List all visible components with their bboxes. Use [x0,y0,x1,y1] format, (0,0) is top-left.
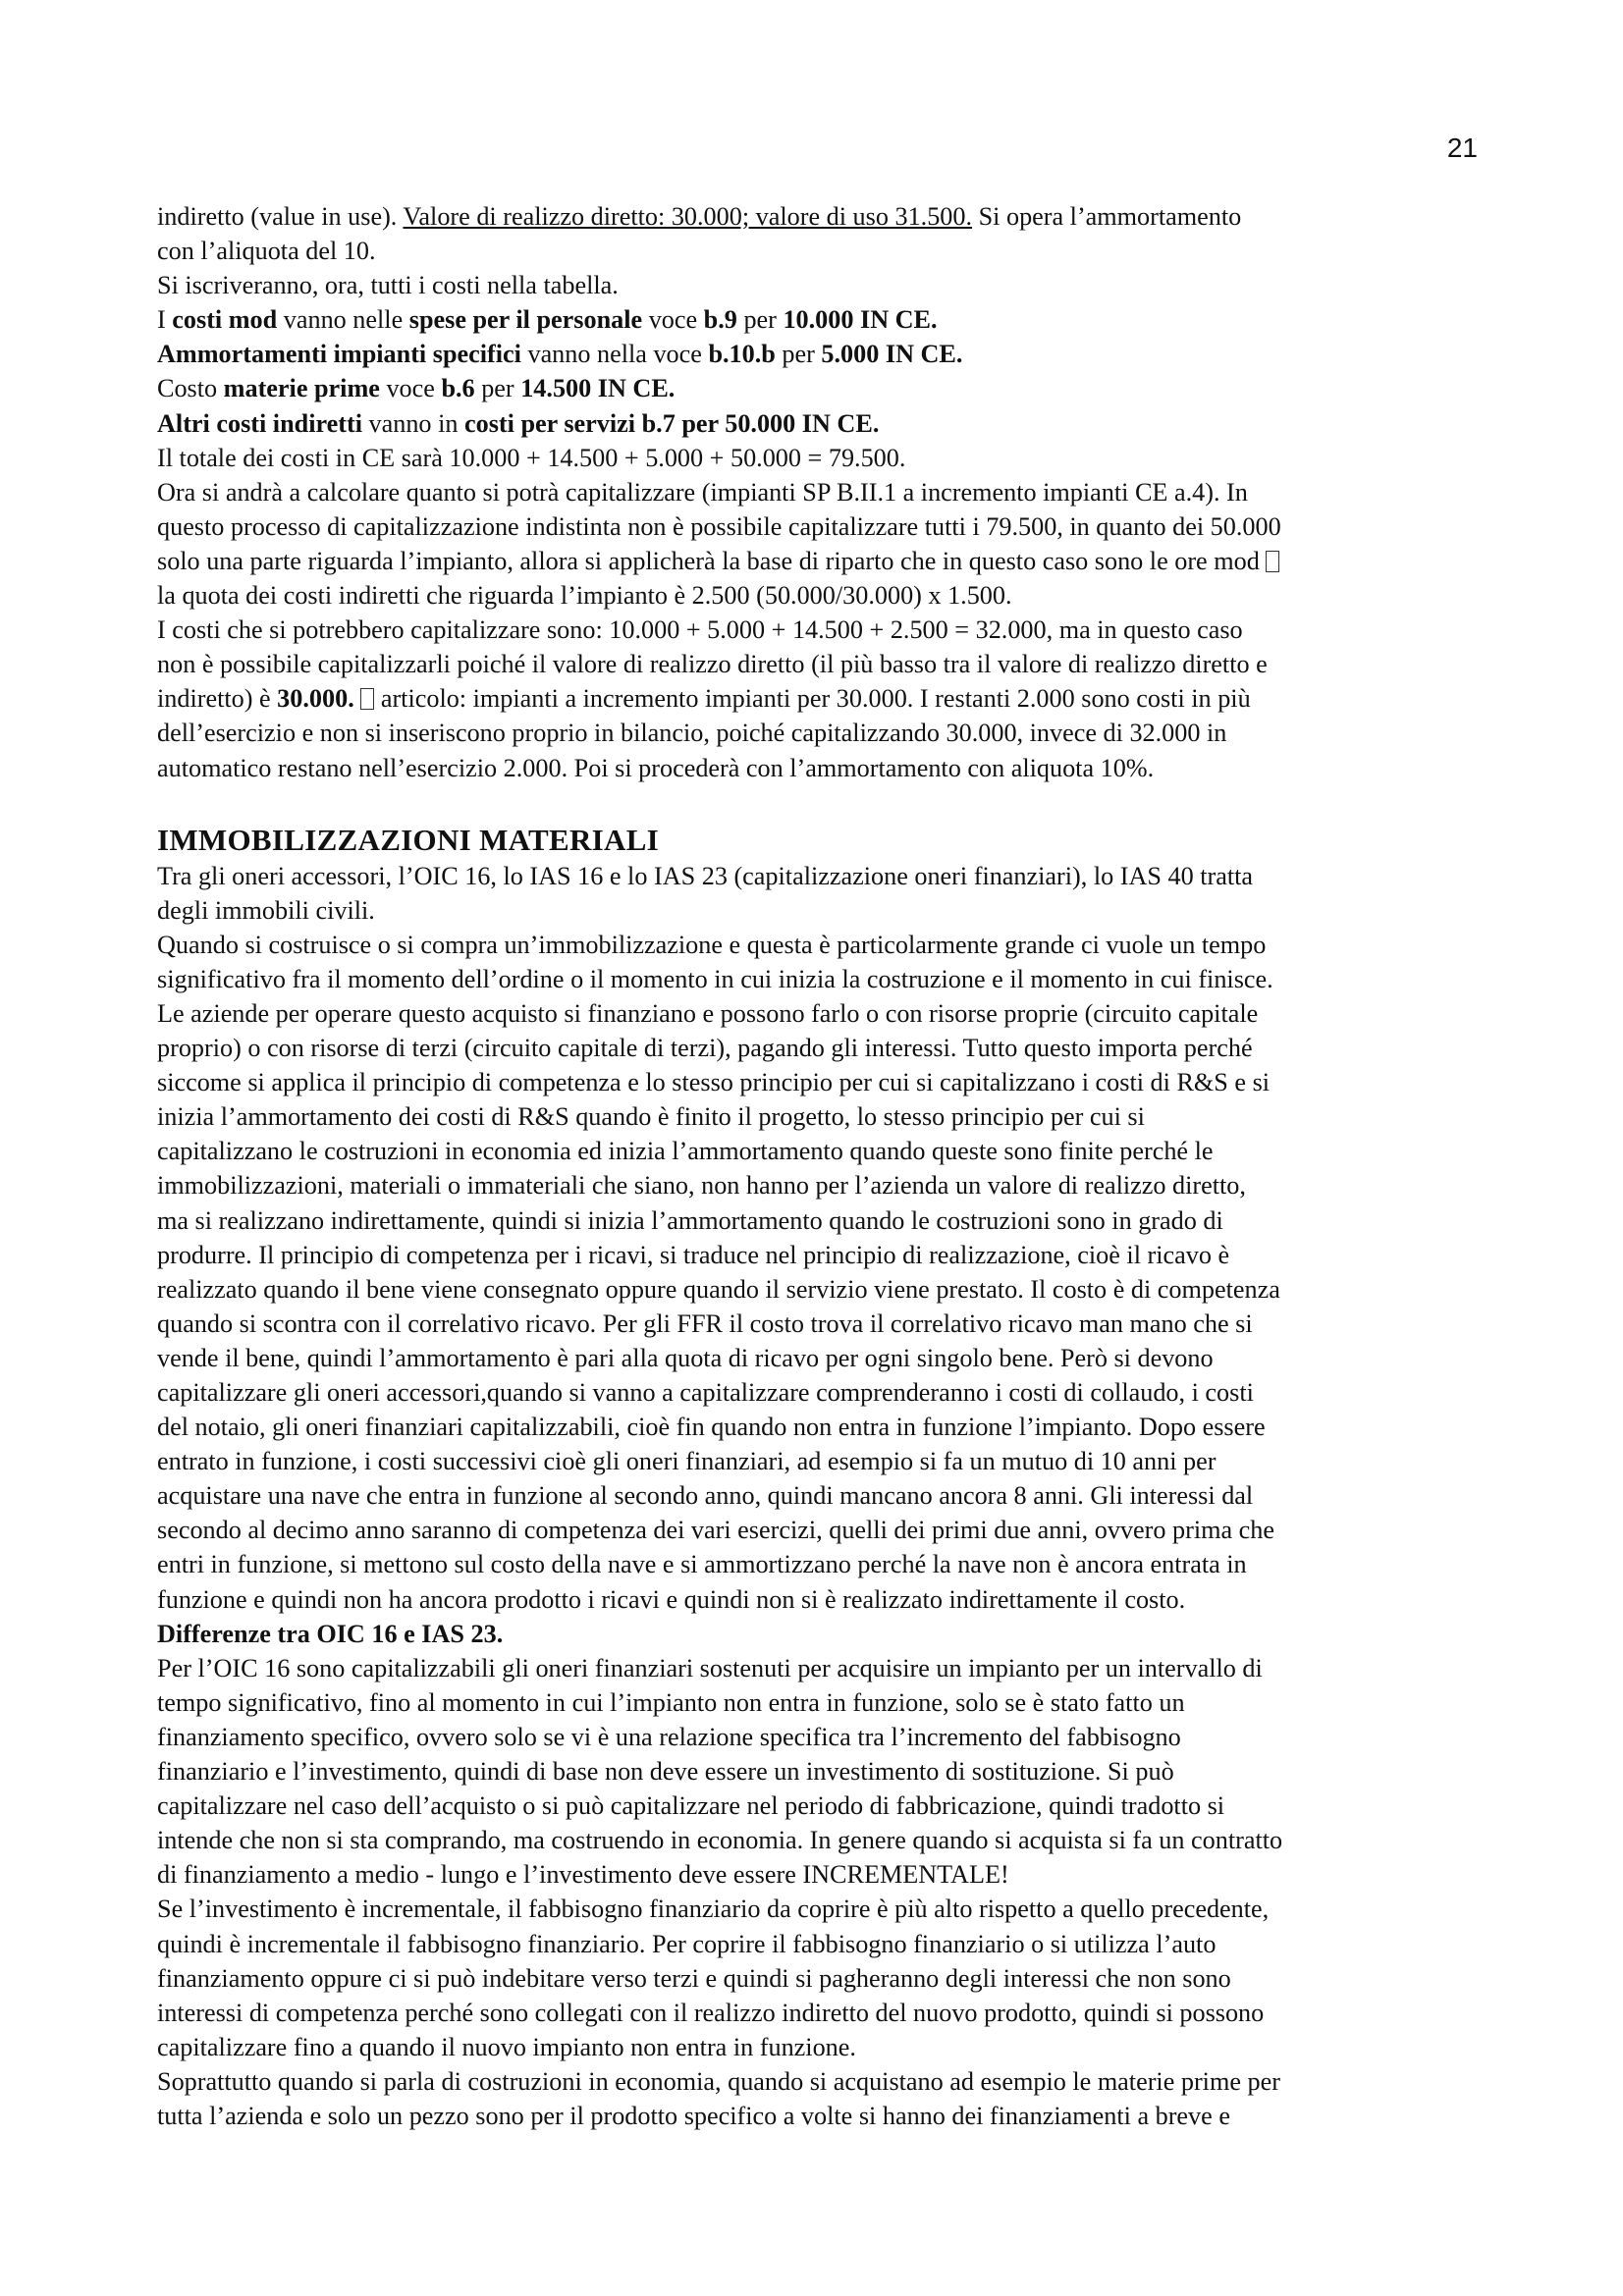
text-line: funzione e quindi non ha ancora prodotto i ricavi e quindi non si è realizzato indirettamente il costo. [157,1584,1186,1614]
text-line: Ammortamenti impianti specifici vanno nella voce b.10.b per 5.000 IN CE. [157,340,963,369]
document-body [157,199,1478,2133]
text-line: interessi di competenza perché sono collegati con il realizzo indiretto del nuovo prodotto, quindi si possono [157,1998,1265,2027]
text-line: intende che non si sta comprando, ma costruendo in economia. In genere quando si acquista si fa un contratto [157,1826,1283,1855]
text-line: con l’aliquota del 10. [157,237,376,266]
text-line: Altri costi indiretti vanno in costi per servizi b.7 per 50.000 IN CE. [157,408,880,438]
page-number: 21 [1446,133,1478,163]
arrow-symbol-icon [1266,551,1279,572]
text-line: Le aziende per operare questo acquisto si finanziano e possono farlo o con risorse proprie (circuito capitale [157,998,1259,1028]
text-line: ma si realizzano indirettamente, quindi si inizia l’ammortamento quando le costruzioni sono in grado di [157,1205,1223,1235]
text-line: capitalizzare gli oneri accessori,quando si vanno a capitalizzare comprenderanno i costi di collaudo, i costi [157,1378,1254,1407]
text-line: tempo significativo, fino al momento in cui l’impianto non entra in funzione, solo se è stato fatto un [157,1687,1185,1717]
text-line: finanziamento specifico, ovvero solo se vi è una relazione specifica tra l’incremento del fabbisogno [157,1722,1181,1751]
text-line: Per l’OIC 16 sono capitalizzabili gli oneri finanziari sostenuti per acquisire un impianto per un intervallo di [157,1653,1263,1682]
text-line: entri in funzione, si mettono sul costo della nave e si ammortizzano perché la nave non è ancora entrata in [157,1550,1247,1579]
underlined-text: Valore di realizzo diretto: 30.000; valore di uso 31.500. [403,202,973,231]
section-body [157,1651,1478,2133]
text-line: quando si scontra con il correlativo ricavo. Per gli FFR il costo trova il correlativo ricavo man mano che si [157,1308,1253,1338]
text-line: solo una parte riguarda l’impianto, allora si applicherà la base di riparto che in questo caso sono le ore mod [157,544,1478,578]
text-line: tutta l’azienda e solo un pezzo sono per il prodotto specifico a volte si hanno dei finanziamenti a breve e [157,2101,1230,2130]
text-line: Costo materie prime voce b.6 per 14.500 IN CE. [157,374,676,403]
text-line: capitalizzano le costruzioni in economia ed inizia l’ammortamento quando queste sono finite perché le [157,1137,1214,1166]
text-line: Si iscriveranno, ora, tutti i costi nella tabella. [157,271,619,300]
text-line: di finanziamento a medio - lungo e l’investimento deve essere INCREMENTALE! [157,1860,1009,1890]
text-line: entrato in funzione, i costi successivi cioè gli oneri finanziari, ad esempio si fa un mutuo di 10 anni per [157,1447,1217,1476]
text-line: produrre. Il principio di competenza per i ricavi, si traduce nel principio di realizzazione, cioè il ricavo è [157,1240,1230,1269]
text-line: immobilizzazioni, materiali o immateriali che siano, non hanno per l’azienda un valore di realizzo diretto, [157,1171,1246,1201]
text-line: Tra gli oneri accessori, l’OIC 16, lo IAS 16 e lo IAS 23 (capitalizzazione oneri finanziari), lo IAS 40 tratta [157,861,1254,890]
text-line: dell’esercizio e non si inseriscono proprio in bilancio, poiché capitalizzando 30.000, invece di 32.000 in [157,719,1227,748]
text-line: finanziamento oppure ci si può indebitare verso terzi e quindi si pagheranno degli interessi che non sono [157,1963,1231,1993]
text-line: Quando si costruisce o si compra un’immobilizzazione e questa è particolarmente grande ci vuole un tempo [157,930,1267,959]
text-line: capitalizzare nel caso dell’acquisto o si può capitalizzare nel periodo di fabbricazione, quindi tradotto si [157,1791,1225,1821]
text-line: Il totale dei costi in CE sarà 10.000 + 14.500 + 5.000 + 50.000 = 79.500. [157,443,906,472]
text-line: siccome si applica il principio di competenza e lo stesso principio per cui si capitalizzano i costi di R&S e si [157,1068,1271,1097]
text-line: non è possibile capitalizzarli poiché il valore di realizzo diretto (il più basso tra il valore di realizzo diretto e [157,650,1268,679]
text-line: indiretto (value in use). Valore di realizzo diretto: 30.000; valore di uso 31.500. Si opera l’ammortamento [157,202,1242,231]
text-line: Se l’investimento è incrementale, il fabbisogno finanziario da coprire è più alto rispetto a quello precedente, [157,1895,1270,1924]
text-line: vende il bene, quindi l’ammortamento è pari alla quota di ricavo per ogni singolo bene. Però si devono [157,1343,1214,1372]
text-line: la quota dei costi indiretti che riguarda l’impianto è 2.500 (50.000/30.000) x 1.500. [157,581,1012,611]
text-line: I costi mod vanno nelle spese per il personale voce b.9 per 10.000 IN CE. [157,305,938,335]
text-line: secondo al decimo anno saranno di competenza dei vari esercizi, quelli dei primi due anni, ovvero prima che [157,1516,1275,1545]
text-line: Ora si andrà a calcolare quanto si potrà capitalizzare (impianti SP B.II.1 a incremento impianti CE a.4). In [157,477,1248,507]
text-line: quindi è incrementale il fabbisogno finanziario. Per coprire il fabbisogno finanziario o si utilizza l’auto [157,1929,1217,1958]
text-line: Soprattutto quando si parla di costruzioni in economia, quando si acquistano ad esempio le materie prime per [157,2066,1280,2096]
text-line: I costi che si potrebbero capitalizzare sono: 10.000 + 5.000 + 14.500 + 2.500 = 32.000, ma in questo caso [157,615,1243,645]
text-line: realizzato quando il bene viene consegnato oppure quando il servizio viene prestato. Il costo è di competenza [157,1274,1280,1304]
arrow-symbol-icon [360,688,374,710]
text-line: finanziario e l’investimento, quindi di base non deve essere un investimento di sostituzione. Si può [157,1757,1174,1787]
subheading: Differenze tra OIC 16 e IAS 23. [157,1619,504,1648]
section-body [157,859,1478,1617]
text-line: questo processo di capitalizzazione indistinta non è possibile capitalizzare tutti i 79.500, in quanto dei 50.000 [157,511,1281,541]
text-line: proprio) o con risorse di terzi (circuito capitale di terzi), pagando gli interessi. Tutto questo importa perché [157,1034,1253,1063]
text-line: capitalizzare fino a quando il nuovo impianto non entra in funzione. [157,2032,856,2061]
text-line: indiretto) è 30.000. articolo: impianti a incremento impianti per 30.000. I restanti 2.000 sono costi in più [157,684,1251,714]
text-line: significativo fra il momento dell’ordine o il momento in cui inizia la costruzione e il momento in cui finisce. [157,964,1273,993]
text-line: automatico restano nell’esercizio 2.000. Poi si procederà con l’ammortamento con aliquota 10%. [157,753,1155,782]
text-line: degli immobili civili. [157,895,375,925]
text-line: acquistare una nave che entra in funzione al secondo anno, quindi mancano ancora 8 anni. Gli interessi dal [157,1481,1254,1511]
text-line: del notaio, gli oneri finanziari capitalizzabili, cioè fin quando non entra in funzione l’impianto. Dopo essere [157,1413,1266,1442]
section-heading: IMMOBILIZZAZIONI MATERIALI [157,822,660,857]
text-line: inizia l’ammortamento dei costi di R&S quando è finito il progetto, lo stesso principio per cui si [157,1102,1145,1132]
